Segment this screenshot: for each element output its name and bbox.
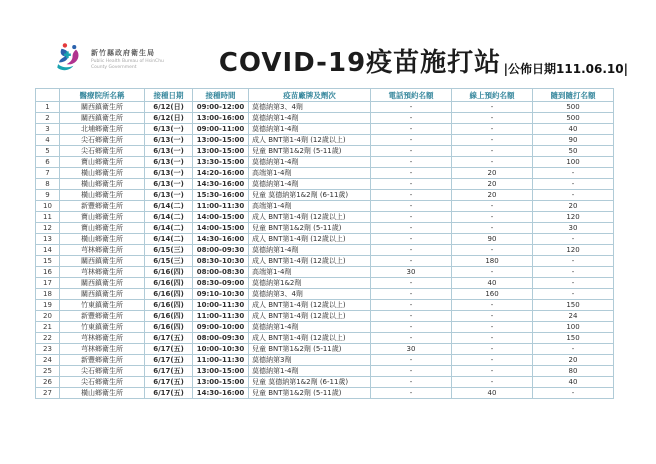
- cell-time: 11:00-11:30: [193, 201, 249, 212]
- cell-vaccine: 成人 BNT第1-4劑 (12歲以上): [249, 135, 371, 146]
- cell-name: 橫山鄉衛生所: [60, 190, 145, 201]
- cell-walkin: -: [533, 289, 614, 300]
- cell-no: 17: [36, 278, 60, 289]
- cell-time: 14:30-16:00: [193, 179, 249, 190]
- cell-vaccine: 兒童 BNT第1&2劑 (5-11歲): [249, 146, 371, 157]
- cell-phone: -: [371, 289, 452, 300]
- table-row: [36, 322, 614, 333]
- cell-online: -: [452, 102, 533, 113]
- cell-phone: -: [371, 300, 452, 311]
- cell-online: -: [452, 157, 533, 168]
- cell-name: 新豐鄉衛生所: [60, 311, 145, 322]
- cell-no: 22: [36, 333, 60, 344]
- cell-vaccine: 高端第1-4劑: [249, 201, 371, 212]
- table-row: [36, 289, 614, 300]
- table-header: [36, 89, 614, 102]
- cell-date: 6/17(五): [145, 366, 193, 377]
- cell-no: 1: [36, 102, 60, 113]
- cell-walkin: 100: [533, 157, 614, 168]
- cell-vaccine: 成人 BNT第1-4劑 (12歲以上): [249, 234, 371, 245]
- cell-phone: 30: [371, 267, 452, 278]
- cell-phone: -: [371, 366, 452, 377]
- cell-no: 7: [36, 168, 60, 179]
- cell-time: 13:00-15:00: [193, 366, 249, 377]
- cell-online: -: [452, 124, 533, 135]
- cell-date: 6/17(五): [145, 377, 193, 388]
- cell-date: 6/13(一): [145, 146, 193, 157]
- cell-no: 25: [36, 366, 60, 377]
- cell-online: -: [452, 377, 533, 388]
- cell-time: 09:00-11:00: [193, 124, 249, 135]
- cell-name: 關西鎮衛生所: [60, 256, 145, 267]
- cell-name: 尖石鄉衛生所: [60, 366, 145, 377]
- cell-walkin: 24: [533, 311, 614, 322]
- cell-vaccine: 兒童 BNT第1&2劑 (5-11歲): [249, 223, 371, 234]
- cell-phone: -: [371, 355, 452, 366]
- table-row: [36, 366, 614, 377]
- cell-no: 23: [36, 344, 60, 355]
- cell-no: 15: [36, 256, 60, 267]
- cell-no: 20: [36, 311, 60, 322]
- cell-name: 新豐鄉衛生所: [60, 201, 145, 212]
- page-title: COVID-19疫苗施打站: [218, 48, 502, 78]
- cell-online: 20: [452, 179, 533, 190]
- cell-no: 11: [36, 212, 60, 223]
- cell-phone: -: [371, 333, 452, 344]
- cell-vaccine: 兒童 莫德納第1&2劑 (6-11歲): [249, 190, 371, 201]
- table-row: [36, 113, 614, 124]
- cell-online: -: [452, 300, 533, 311]
- cell-phone: -: [371, 179, 452, 190]
- cell-name: 北埔鄉衛生所: [60, 124, 145, 135]
- cell-online: -: [452, 344, 533, 355]
- cell-vaccine: 莫德納第1-4劑: [249, 124, 371, 135]
- cell-no: 6: [36, 157, 60, 168]
- cell-vaccine: 成人 BNT第1-4劑 (12歲以上): [249, 333, 371, 344]
- table-row: [36, 212, 614, 223]
- cell-phone: -: [371, 388, 452, 399]
- cell-walkin: 40: [533, 124, 614, 135]
- cell-time: 14:30-16:00: [193, 388, 249, 399]
- cell-walkin: 150: [533, 300, 614, 311]
- cell-no: 9: [36, 190, 60, 201]
- cell-vaccine: 兒童 BNT第1&2劑 (5-11歲): [249, 388, 371, 399]
- cell-date: 6/16(四): [145, 300, 193, 311]
- table-row: [36, 146, 614, 157]
- cell-walkin: 50: [533, 146, 614, 157]
- col-header-online: 線上預約名額: [452, 89, 533, 102]
- table-row: [36, 179, 614, 190]
- table-row: [36, 344, 614, 355]
- cell-vaccine: 莫德納第1-4劑: [249, 113, 371, 124]
- cell-walkin: -: [533, 256, 614, 267]
- cell-phone: -: [371, 168, 452, 179]
- cell-walkin: 20: [533, 201, 614, 212]
- cell-no: 16: [36, 267, 60, 278]
- cell-no: 8: [36, 179, 60, 190]
- table-row: [36, 102, 614, 113]
- cell-name: 芎林鄉衛生所: [60, 267, 145, 278]
- table-row: [36, 157, 614, 168]
- cell-name: 竹東鎮衛生所: [60, 300, 145, 311]
- cell-online: -: [452, 146, 533, 157]
- cell-name: 橫山鄉衛生所: [60, 179, 145, 190]
- col-header-walkin: 隨到隨打名額: [533, 89, 614, 102]
- cell-time: 08:30-09:00: [193, 278, 249, 289]
- cell-time: 09:10-10:30: [193, 289, 249, 300]
- cell-no: 4: [36, 135, 60, 146]
- cell-no: 13: [36, 234, 60, 245]
- cell-phone: -: [371, 113, 452, 124]
- cell-no: 2: [36, 113, 60, 124]
- cell-vaccine: 兒童 BNT第1&2劑 (5-11歲): [249, 344, 371, 355]
- cell-vaccine: 莫德納第3、4劑: [249, 102, 371, 113]
- cell-time: 13:30-15:00: [193, 157, 249, 168]
- cell-phone: -: [371, 201, 452, 212]
- cell-date: 6/12(日): [145, 102, 193, 113]
- cell-name: 竹東鎮衛生所: [60, 322, 145, 333]
- cell-date: 6/14(二): [145, 234, 193, 245]
- cell-walkin: -: [533, 168, 614, 179]
- cell-phone: -: [371, 234, 452, 245]
- cell-no: 5: [36, 146, 60, 157]
- cell-online: -: [452, 366, 533, 377]
- cell-time: 13:00-16:00: [193, 113, 249, 124]
- cell-time: 08:00-09:30: [193, 333, 249, 344]
- cell-walkin: 150: [533, 333, 614, 344]
- cell-no: 14: [36, 245, 60, 256]
- cell-no: 12: [36, 223, 60, 234]
- table-row: [36, 245, 614, 256]
- cell-name: 關西鎮衛生所: [60, 278, 145, 289]
- cell-name: 橫山鄉衛生所: [60, 388, 145, 399]
- cell-walkin: 120: [533, 212, 614, 223]
- table-row: [36, 333, 614, 344]
- cell-online: 40: [452, 388, 533, 399]
- cell-time: 09:00-12:00: [193, 102, 249, 113]
- cell-phone: -: [371, 278, 452, 289]
- cell-walkin: -: [533, 344, 614, 355]
- cell-date: 6/14(二): [145, 212, 193, 223]
- cell-walkin: -: [533, 190, 614, 201]
- cell-no: 19: [36, 300, 60, 311]
- cell-vaccine: 高端第1-4劑: [249, 267, 371, 278]
- cell-date: 6/16(四): [145, 289, 193, 300]
- cell-phone: 30: [371, 344, 452, 355]
- cell-date: 6/12(日): [145, 113, 193, 124]
- cell-walkin: -: [533, 179, 614, 190]
- cell-vaccine: 兒童 莫德納第1&2劑 (6-11歲): [249, 377, 371, 388]
- cell-vaccine: 莫德納第3劑: [249, 355, 371, 366]
- cell-online: -: [452, 113, 533, 124]
- cell-online: -: [452, 355, 533, 366]
- cell-online: -: [452, 322, 533, 333]
- table-row: [36, 377, 614, 388]
- cell-time: 10:00-11:30: [193, 300, 249, 311]
- cell-no: 26: [36, 377, 60, 388]
- cell-date: 6/13(一): [145, 124, 193, 135]
- table-header-row: [36, 89, 614, 102]
- cell-walkin: -: [533, 234, 614, 245]
- table-row: [36, 355, 614, 366]
- cell-name: 寶山鄉衛生所: [60, 157, 145, 168]
- cell-date: 6/13(一): [145, 179, 193, 190]
- cell-name: 芎林鄉衛生所: [60, 344, 145, 355]
- cell-name: 關西鎮衛生所: [60, 113, 145, 124]
- table-row: [36, 190, 614, 201]
- table-row: [36, 124, 614, 135]
- cell-date: 6/13(一): [145, 135, 193, 146]
- cell-online: 180: [452, 256, 533, 267]
- table-row: [36, 223, 614, 234]
- cell-vaccine: 高端第1-4劑: [249, 168, 371, 179]
- cell-phone: -: [371, 124, 452, 135]
- cell-phone: -: [371, 322, 452, 333]
- cell-online: -: [452, 135, 533, 146]
- cell-time: 10:00-10:30: [193, 344, 249, 355]
- cell-no: 27: [36, 388, 60, 399]
- table-row: [36, 278, 614, 289]
- cell-phone: -: [371, 157, 452, 168]
- health-bureau-logo: [53, 40, 169, 78]
- cell-no: 18: [36, 289, 60, 300]
- cell-date: 6/16(四): [145, 311, 193, 322]
- table-row: [36, 168, 614, 179]
- page-header: [28, 38, 628, 90]
- cell-vaccine: 莫德納第1-4劑: [249, 245, 371, 256]
- table-row: [36, 388, 614, 399]
- table-row: [36, 311, 614, 322]
- logo-org-name: 新竹縣政府衛生局: [91, 48, 155, 57]
- cell-online: -: [452, 223, 533, 234]
- cell-time: 13:00-15:00: [193, 377, 249, 388]
- cell-vaccine: 成人 BNT第1-4劑 (12歲以上): [249, 212, 371, 223]
- col-header-no: [36, 89, 60, 102]
- cell-phone: -: [371, 102, 452, 113]
- cell-name: 關西鎮衛生所: [60, 289, 145, 300]
- health-bureau-logo-icon: [53, 40, 87, 78]
- cell-name: 關西鎮衛生所: [60, 102, 145, 113]
- cell-vaccine: 莫德納第1-4劑: [249, 366, 371, 377]
- cell-vaccine: 成人 BNT第1-4劑 (12歲以上): [249, 256, 371, 267]
- cell-date: 6/17(五): [145, 344, 193, 355]
- cell-time: 11:00-11:30: [193, 311, 249, 322]
- cell-online: -: [452, 212, 533, 223]
- cell-date: 6/15(三): [145, 245, 193, 256]
- publish-date: |公佈日期111.06.10|: [503, 62, 628, 76]
- cell-online: 20: [452, 190, 533, 201]
- cell-time: 13:00-15:00: [193, 135, 249, 146]
- cell-no: 10: [36, 201, 60, 212]
- cell-online: 90: [452, 234, 533, 245]
- table-row: [36, 135, 614, 146]
- logo-org-name-en: Public Health Bureau of HsinChu County Government: [91, 58, 164, 70]
- cell-no: 3: [36, 124, 60, 135]
- cell-name: 新豐鄉衛生所: [60, 355, 145, 366]
- cell-phone: -: [371, 245, 452, 256]
- cell-name: 尖石鄉衛生所: [60, 135, 145, 146]
- cell-walkin: 80: [533, 366, 614, 377]
- cell-walkin: 500: [533, 102, 614, 113]
- cell-vaccine: 莫德納第1-4劑: [249, 322, 371, 333]
- cell-phone: -: [371, 135, 452, 146]
- cell-time: 08:00-08:30: [193, 267, 249, 278]
- cell-name: 橫山鄉衛生所: [60, 234, 145, 245]
- cell-time: 14:20-16:00: [193, 168, 249, 179]
- cell-phone: -: [371, 223, 452, 234]
- cell-date: 6/14(二): [145, 223, 193, 234]
- cell-time: 14:30-16:00: [193, 234, 249, 245]
- logo-text: [91, 48, 169, 70]
- cell-phone: -: [371, 190, 452, 201]
- table-row: [36, 256, 614, 267]
- cell-time: 14:00-15:00: [193, 212, 249, 223]
- cell-walkin: 120: [533, 245, 614, 256]
- cell-vaccine: 莫德納第3、4劑: [249, 289, 371, 300]
- col-header-time: 接種時間: [193, 89, 249, 102]
- cell-online: 160: [452, 289, 533, 300]
- cell-walkin: 20: [533, 355, 614, 366]
- cell-date: 6/16(四): [145, 267, 193, 278]
- col-header-vaccine: 疫苗廠牌及劑次: [249, 89, 371, 102]
- cell-vaccine: 莫德納第1-4劑: [249, 179, 371, 190]
- table-row: [36, 300, 614, 311]
- cell-name: 寶山鄉衛生所: [60, 223, 145, 234]
- cell-date: 6/17(五): [145, 355, 193, 366]
- cell-walkin: -: [533, 388, 614, 399]
- cell-time: 09:00-10:00: [193, 322, 249, 333]
- cell-time: 11:00-11:30: [193, 355, 249, 366]
- cell-date: 6/17(五): [145, 333, 193, 344]
- cell-date: 6/13(一): [145, 157, 193, 168]
- cell-walkin: -: [533, 267, 614, 278]
- cell-online: -: [452, 245, 533, 256]
- cell-vaccine: 成人 BNT第1-4劑 (12歲以上): [249, 300, 371, 311]
- cell-online: -: [452, 267, 533, 278]
- cell-date: 6/16(四): [145, 322, 193, 333]
- table-row: [36, 201, 614, 212]
- cell-walkin: 100: [533, 322, 614, 333]
- cell-vaccine: 成人 BNT第1-4劑 (12歲以上): [249, 311, 371, 322]
- cell-vaccine: 莫德納第1-4劑: [249, 157, 371, 168]
- cell-walkin: 30: [533, 223, 614, 234]
- cell-walkin: 500: [533, 113, 614, 124]
- cell-date: 6/17(五): [145, 388, 193, 399]
- cell-time: 08:30-10:30: [193, 256, 249, 267]
- cell-no: 21: [36, 322, 60, 333]
- cell-time: 15:30-16:00: [193, 190, 249, 201]
- cell-name: 芎林鄉衛生所: [60, 333, 145, 344]
- cell-date: 6/15(三): [145, 256, 193, 267]
- cell-walkin: 90: [533, 135, 614, 146]
- cell-time: 13:00-15:00: [193, 146, 249, 157]
- cell-name: 尖石鄉衛生所: [60, 377, 145, 388]
- table-row: [36, 267, 614, 278]
- cell-online: -: [452, 311, 533, 322]
- col-header-name: 醫療院所名稱: [60, 89, 145, 102]
- cell-online: -: [452, 333, 533, 344]
- cell-phone: -: [371, 311, 452, 322]
- vaccine-schedule-table: [35, 88, 614, 399]
- cell-phone: -: [371, 212, 452, 223]
- cell-time: 08:00-09:30: [193, 245, 249, 256]
- cell-name: 橫山鄉衛生所: [60, 168, 145, 179]
- cell-online: 40: [452, 278, 533, 289]
- cell-date: 6/13(一): [145, 190, 193, 201]
- cell-online: 20: [452, 168, 533, 179]
- cell-walkin: 40: [533, 377, 614, 388]
- cell-phone: -: [371, 256, 452, 267]
- col-header-date: 接種日期: [145, 89, 193, 102]
- table-body: [36, 102, 614, 399]
- cell-vaccine: 莫德納第1&2劑: [249, 278, 371, 289]
- cell-name: 芎林鄉衛生所: [60, 245, 145, 256]
- cell-phone: -: [371, 146, 452, 157]
- cell-date: 6/14(二): [145, 201, 193, 212]
- cell-date: 6/16(四): [145, 278, 193, 289]
- cell-name: 尖石鄉衛生所: [60, 146, 145, 157]
- cell-online: -: [452, 201, 533, 212]
- cell-walkin: -: [533, 278, 614, 289]
- col-header-phone: 電話預約名額: [371, 89, 452, 102]
- cell-time: 14:00-15:00: [193, 223, 249, 234]
- cell-date: 6/13(一): [145, 168, 193, 179]
- cell-name: 寶山鄉衛生所: [60, 212, 145, 223]
- cell-phone: -: [371, 377, 452, 388]
- cell-no: 24: [36, 355, 60, 366]
- table-row: [36, 234, 614, 245]
